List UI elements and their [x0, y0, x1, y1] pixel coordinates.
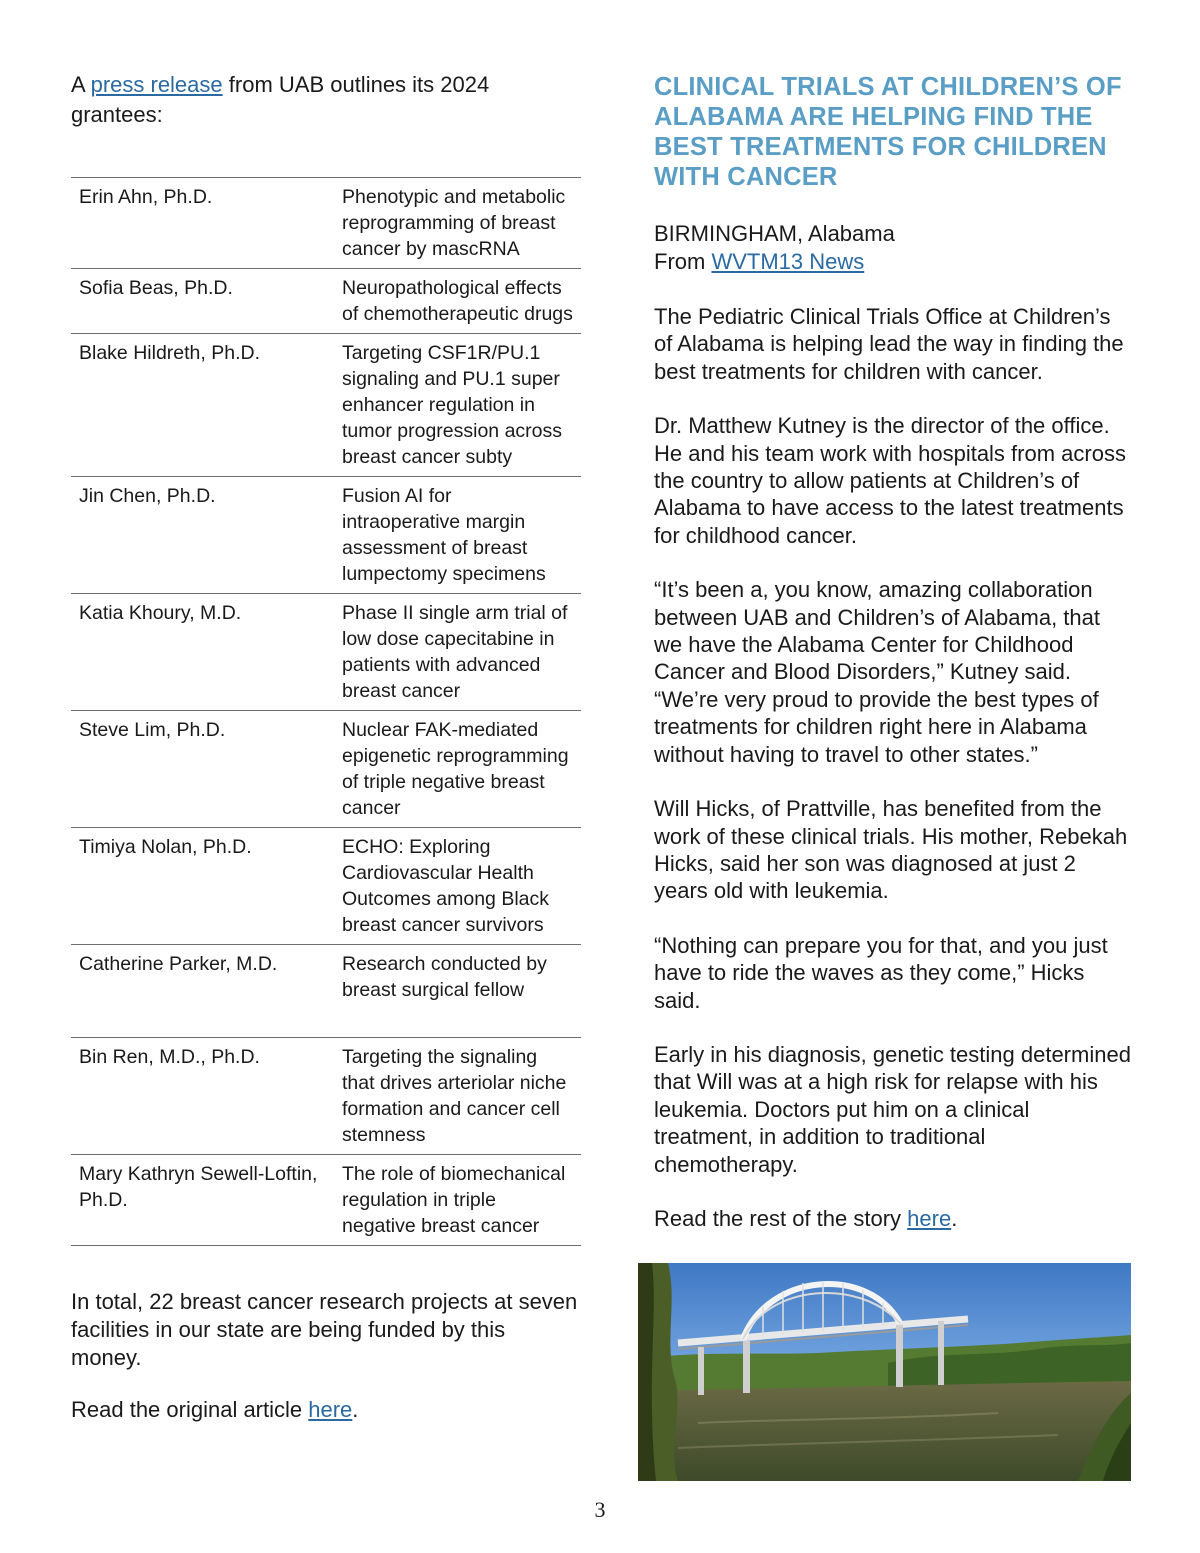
grantee-name: Sofia Beas, Ph.D.: [71, 269, 334, 334]
table-row: [71, 945, 581, 1038]
table-row: [71, 594, 581, 711]
grantee-name: Blake Hildreth, Ph.D.: [71, 334, 334, 477]
read-original-line: Read the original article here.: [71, 1397, 359, 1422]
page-number: 3: [594, 1497, 606, 1522]
grantees-table: [71, 177, 581, 1246]
article-paragraph: “Nothing can prepare you for that, and you just have to ride the waves as they come,” Hicks said.: [654, 932, 1108, 1013]
article-headline: CLINICAL TRIALS AT CHILDREN’S OF ALABAMA ARE HELPING FIND THE BEST TREATMENTS FOR CHILDREN WITH CANCER: [654, 73, 1122, 191]
grantee-topic: Neuropathological effects of chemotherapeutic drugs: [334, 269, 581, 334]
funding-summary: In total, 22 breast cancer research projects at seven facilities in our state are being funded by this money.: [71, 1289, 578, 1370]
grantee-topic: Nuclear FAK-mediated epigenetic reprogramming of triple negative breast cancer: [334, 711, 581, 828]
table-row: [71, 1038, 581, 1155]
grantee-name: Timiya Nolan, Ph.D.: [71, 828, 334, 945]
bridge-photo-graphic: [638, 1263, 1131, 1481]
grantee-topic: Fusion AI for intraoperative margin assessment of breast lumpectomy specimens: [334, 477, 581, 594]
grantee-name: Katia Khoury, M.D.: [71, 594, 334, 711]
table-row: [71, 178, 581, 269]
grantee-name: Mary Kathryn Sewell-Loftin, Ph.D.: [71, 1155, 334, 1246]
grantee-name: Steve Lim, Ph.D.: [71, 711, 334, 828]
right-column: [654, 72, 1134, 1232]
grantee-name: Catherine Parker, M.D.: [71, 945, 334, 1038]
grantee-topic: Targeting CSF1R/PU.1 signaling and PU.1 super enhancer regulation in tumor progression across breast cancer subty: [334, 334, 581, 477]
left-column: [71, 70, 581, 1246]
grantee-topic: Targeting the signaling that drives arteriolar niche formation and cancer cell stemness: [334, 1038, 581, 1155]
bridge-photo: [638, 1263, 1131, 1481]
table-row: [71, 711, 581, 828]
story-here-link[interactable]: here: [907, 1205, 952, 1231]
grantee-name: Jin Chen, Ph.D.: [71, 477, 334, 594]
table-row: [71, 334, 581, 477]
table-row: [71, 828, 581, 945]
press-release-link[interactable]: press release: [90, 72, 223, 97]
intro-text: A press release from UAB outlines its 2024 grantees:: [71, 72, 490, 127]
wvtm13-news-link[interactable]: WVTM13 News: [711, 249, 865, 274]
grantee-topic: Research conducted by breast surgical fellow: [334, 945, 581, 1038]
article-paragraph: Will Hicks, of Prattville, has benefited from the work of these clinical trials. His mother, Rebekah Hicks, said her son was diagnosed at just 2 years old with leukemia.: [654, 796, 1128, 904]
dateline: BIRMINGHAM, Alabama From WVTM13 News: [654, 221, 895, 274]
original-article-link[interactable]: here: [308, 1397, 353, 1422]
article-paragraph: “It’s been a, you know, amazing collaboration between UAB and Children’s of Alabama, that we have the Alabama Center for Childhood Cancer and Blood Disorders,” Kutney said. “We’re very proud to provide the best types of treatments for children right here in Alabama without having to travel to other states.”: [654, 577, 1100, 767]
table-row: [71, 477, 581, 594]
read-rest-line: Read the rest of the story here.: [654, 1205, 958, 1231]
grantee-name: Bin Ren, M.D., Ph.D.: [71, 1038, 334, 1155]
article-paragraph: Dr. Matthew Kutney is the director of the office. He and his team work with hospitals from across the country to allow patients at Children’s of Alabama to have access to the latest treatments for childhood cancer.: [654, 413, 1126, 548]
grantee-name: Erin Ahn, Ph.D.: [71, 178, 334, 269]
grantee-topic: ECHO: Exploring Cardiovascular Health Outcomes among Black breast cancer survivors: [334, 828, 581, 945]
grantee-topic: Phenotypic and metabolic reprogramming of breast cancer by mascRNA: [334, 178, 581, 269]
grantee-topic: Phase II single arm trial of low dose capecitabine in patients with advanced breast cancer: [334, 594, 581, 711]
table-row: [71, 269, 581, 334]
grantee-topic: The role of biomechanical regulation in triple negative breast cancer: [334, 1155, 581, 1246]
table-row: [71, 1155, 581, 1246]
article-paragraph: The Pediatric Clinical Trials Office at Children’s of Alabama is helping lead the way in finding the best treatments for children with cancer.: [654, 304, 1124, 384]
article-paragraph: Early in his diagnosis, genetic testing determined that Will was at a high risk for relapse with his leukemia. Doctors put him on a clinical treatment, in addition to traditional chemotherapy.: [654, 1041, 1131, 1177]
